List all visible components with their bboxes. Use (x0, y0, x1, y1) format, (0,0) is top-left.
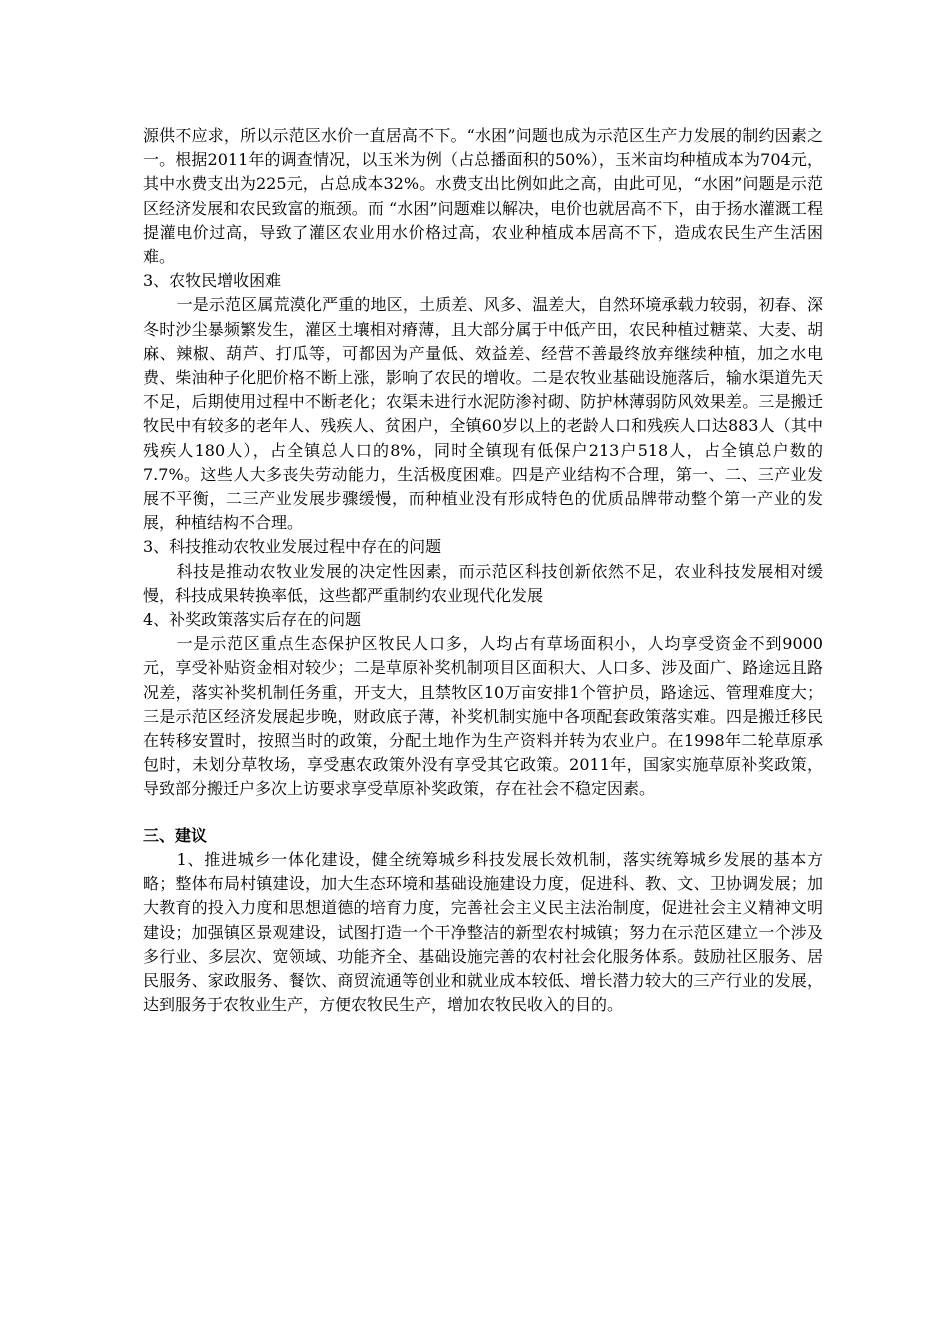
document-page (143, 124, 823, 1017)
section-title-suggestions: 三、建议 (143, 825, 208, 845)
heading-income-difficulty: 3、农牧民增收困难 (143, 271, 282, 291)
paragraph-suggestion-1: 1、推进城乡一体化建设，健全统筹城乡科技发展长效机制，落实统筹城乡发展的基本方略；整体布局村镇建设，加大生态环境和基础设施建设力度，促进科、教、文、卫协调发展；加大教育的投入力度和思想道德的培育力度，完善社会主义民主法治制度，促进社会主义精神文明建设；加强镇区景观建设，试图打造一个干净整洁的新型农村城镇；努力在示范区建立一个涉及多行业、多层次、宽领域、功能齐全、基础设施完善的农村社会化服务体系。鼓励社区服务、居民服务、家政服务、餐饮、商贸流通等创业和就业成本较低、增长潜力较大的三产行业的发展，达到服务于农牧业生产，方便农牧民生产，增加农牧民收入的目的。 (143, 849, 823, 1015)
heading-tech-problems: 3、科技推动农牧业发展过程中存在的问题 (143, 537, 442, 557)
paragraph-water-problem: 源供不应求，所以示范区水价一直居高不下。“水困”问题也成为示范区生产力发展的制约因素之一。根据2011年的调查情况，以玉米为例（占总播面积的50%），玉米亩均种植成本为704元，其中水费支出为225元，占总成本32%。水费支出比例如此之高，由此可见，“水困”问题是示范区经济发展和农民致富的瓶颈。而 “水困”问题难以解决，电价也就居高不下，由于扬水灌溉工程提灌电价过高，导致了灌区农业用水价格过高，农业种植成本居高不下，造成农民生产生活困难。 (143, 126, 823, 267)
paragraph-income-difficulty: 一是示范区属荒漠化严重的地区，土质差、风多、温差大，自然环境承载力较弱，初春、深冬时沙尘暴频繁发生，灌区土壤相对瘠薄，且大部分属于中低产田，农民种植过糖菜、大麦、胡麻、辣椒、葫芦、打瓜等，可都因为产量低、效益差、经营不善最终放弃继续种植，加之水电费、柴油种子化肥价格不断上涨，影响了农民的增收。二是农牧业基础设施落后，输水渠道先天不足，后期使用过程中不断老化；农渠未进行水泥防渗衬砌、防护林薄弱防风效果差。三是搬迁牧民中有较多的老年人、残疾人、贫困户，全镇60岁以上的老龄人口和残疾人口达883人（其中残疾人180人），占全镇总人口的8%，同时全镇现有低保户213户518人，占全镇总户数的7.7%。这些人大多丧失劳动能力，生活极度困难。四是产业结构不合理，第一、二、三产业发展不平衡，二三产业发展步骤缓慢，而种植业没有形成特色的优质品牌带动整个第一产业的发展，种植结构不合理。 (143, 295, 823, 533)
paragraph-tech-problems: 科技是推动农牧业发展的决定性因素，而示范区科技创新依然不足，农业科技发展相对缓慢，科技成果转换率低，这些都严重制约农业现代化发展 (143, 561, 823, 605)
paragraph-subsidy-problems: 一是示范区重点生态保护区牧民人口多，人均占有草场面积小，人均享受资金不到9000元，享受补贴资金相对较少；二是草原补奖机制项目区面积大、人口多、涉及面广、路途远且路况差，落实补奖机制任务重，开支大，且禁牧区10万亩安排1个管护员，路途远、管理难度大；三是示范区经济发展起步晚，财政底子薄，补奖机制实施中各项配套政策落实难。四是搬迁移民在转移安置时，按照当时的政策，分配土地作为生产资料并转为农业户。在1998年二轮草原承包时，未划分草牧场，享受惠农政策外没有享受其它政策。2011年，国家实施草原补奖政策，导致部分搬迁户多次上访要求享受草原补奖政策，存在社会不稳定因素。 (143, 634, 823, 799)
heading-subsidy-problems: 4、补奖政策落实后存在的问题 (143, 610, 362, 630)
